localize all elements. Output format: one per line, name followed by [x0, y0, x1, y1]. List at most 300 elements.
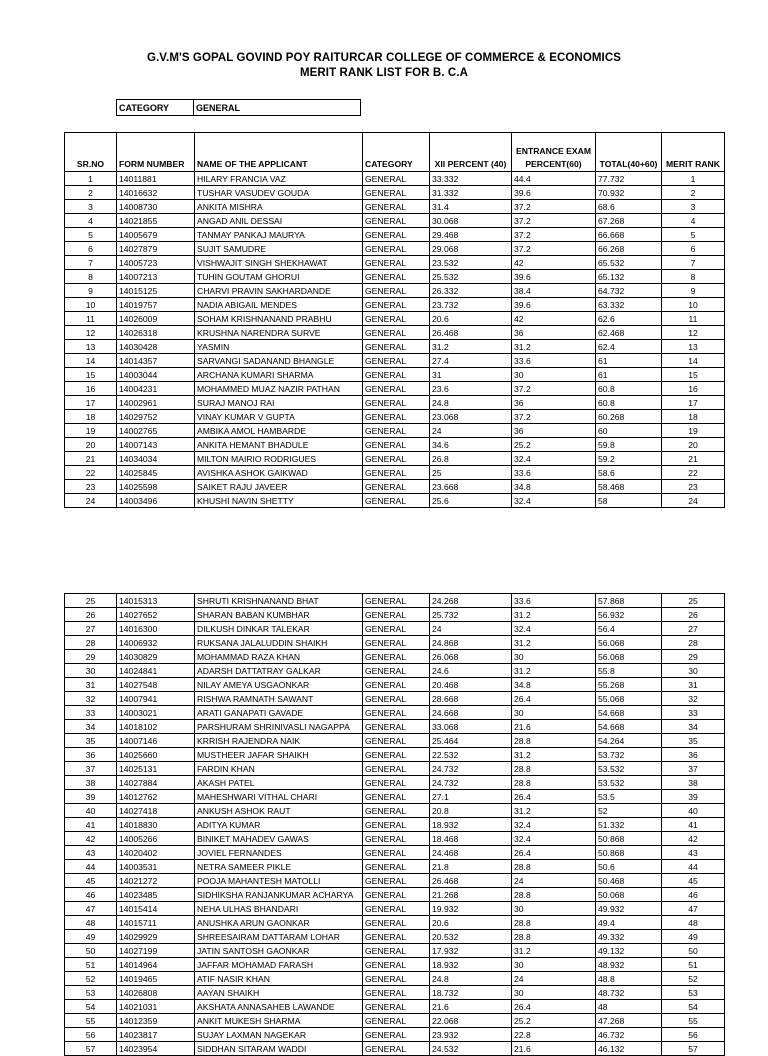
cell-category: GENERAL [363, 1028, 430, 1042]
cell-xii-percent: 24.268 [430, 594, 512, 608]
cell-merit-rank: 19 [662, 424, 725, 438]
cell-form-number: 14016632 [117, 186, 195, 200]
cell-merit-rank: 44 [662, 860, 725, 874]
cell-entrance-percent: 32.4 [512, 818, 596, 832]
cell-entrance-percent: 24 [512, 972, 596, 986]
cell-applicant-name: AMBIKA AMOL HAMBARDE [195, 424, 363, 438]
cell-entrance-percent: 25.2 [512, 1014, 596, 1028]
cell-merit-rank: 33 [662, 706, 725, 720]
cell-merit-rank: 24 [662, 494, 725, 508]
cell-applicant-name: SAIKET RAJU JAVEER [195, 480, 363, 494]
cell-merit-rank: 40 [662, 804, 725, 818]
cell-entrance-percent: 21.6 [512, 1042, 596, 1056]
col-header-xii-percent: XII PERCENT (40) [430, 133, 512, 172]
cell-xii-percent: 26.068 [430, 650, 512, 664]
table-row [65, 1042, 725, 1056]
cell-form-number: 14030829 [117, 650, 195, 664]
cell-form-number: 14025131 [117, 762, 195, 776]
cell-category: GENERAL [363, 622, 430, 636]
cell-entrance-percent: 37.2 [512, 228, 596, 242]
table-row [65, 650, 725, 664]
table-row [65, 720, 725, 734]
cell-merit-rank: 37 [662, 762, 725, 776]
col-header-form-number: FORM NUMBER [117, 133, 195, 172]
cell-entrance-percent: 42 [512, 256, 596, 270]
cell-applicant-name: MUSTHEER JAFAR SHAIKH [195, 748, 363, 762]
table-row [65, 944, 725, 958]
table-row [65, 972, 725, 986]
cell-sr-no: 41 [65, 818, 117, 832]
cell-applicant-name: KHUSHI NAVIN SHETTY [195, 494, 363, 508]
cell-sr-no: 25 [65, 594, 117, 608]
cell-entrance-percent: 38.4 [512, 284, 596, 298]
cell-category: GENERAL [363, 284, 430, 298]
cell-form-number: 14021272 [117, 874, 195, 888]
cell-applicant-name: NILAY AMEYA USGAONKAR [195, 678, 363, 692]
cell-applicant-name: RISHWA RAMNATH SAWANT [195, 692, 363, 706]
cell-xii-percent: 21.268 [430, 888, 512, 902]
cell-entrance-percent: 30 [512, 902, 596, 916]
cell-sr-no: 11 [65, 312, 117, 326]
cell-applicant-name: ANKITA MISHRA [195, 200, 363, 214]
cell-form-number: 14020402 [117, 846, 195, 860]
cell-sr-no: 14 [65, 354, 117, 368]
cell-entrance-percent: 30 [512, 986, 596, 1000]
cell-entrance-percent: 31.2 [512, 340, 596, 354]
cell-xii-percent: 20.6 [430, 312, 512, 326]
cell-total: 50.068 [596, 888, 662, 902]
cell-xii-percent: 30.068 [430, 214, 512, 228]
col-header-merit-rank: MERIT RANK [662, 133, 725, 172]
cell-form-number: 14003021 [117, 706, 195, 720]
cell-merit-rank: 3 [662, 200, 725, 214]
cell-form-number: 14019465 [117, 972, 195, 986]
cell-xii-percent: 18.468 [430, 832, 512, 846]
category-value: GENERAL [196, 103, 241, 113]
table-row [65, 242, 725, 256]
cell-merit-rank: 46 [662, 888, 725, 902]
cell-category: GENERAL [363, 608, 430, 622]
cell-entrance-percent: 24 [512, 874, 596, 888]
header-row [65, 133, 725, 172]
cell-total: 49.932 [596, 902, 662, 916]
cell-total: 47.268 [596, 1014, 662, 1028]
cell-xii-percent: 24.668 [430, 706, 512, 720]
cell-category: GENERAL [363, 494, 430, 508]
cell-merit-rank: 55 [662, 1014, 725, 1028]
col-header-category: CATEGORY [363, 133, 430, 172]
cell-merit-rank: 6 [662, 242, 725, 256]
cell-applicant-name: ANGAD ANIL DESSAI [195, 214, 363, 228]
cell-category: GENERAL [363, 776, 430, 790]
cell-merit-rank: 10 [662, 298, 725, 312]
cell-category: GENERAL [363, 734, 430, 748]
cell-sr-no: 43 [65, 846, 117, 860]
cell-applicant-name: SUJAY LAXMAN NAGEKAR [195, 1028, 363, 1042]
cell-form-number: 14003496 [117, 494, 195, 508]
cell-entrance-percent: 31.2 [512, 944, 596, 958]
cell-total: 55.8 [596, 664, 662, 678]
merit-table-page2 [64, 593, 725, 1056]
cell-applicant-name: ARATI GANAPATI GAVADE [195, 706, 363, 720]
cell-form-number: 14014357 [117, 354, 195, 368]
cell-applicant-name: AKSHATA ANNASAHEB LAWANDE [195, 1000, 363, 1014]
cell-category: GENERAL [363, 270, 430, 284]
list-title: MERIT RANK LIST FOR B. C.A [299, 67, 469, 79]
cell-category: GENERAL [363, 452, 430, 466]
cell-applicant-name: SARVANGI SADANAND BHANGLE [195, 354, 363, 368]
cell-total: 53.532 [596, 762, 662, 776]
cell-total: 46.132 [596, 1042, 662, 1056]
cell-xii-percent: 21.8 [430, 860, 512, 874]
cell-xii-percent: 26.468 [430, 874, 512, 888]
cell-total: 65.532 [596, 256, 662, 270]
merit-table-page1 [64, 132, 725, 508]
cell-entrance-percent: 33.6 [512, 594, 596, 608]
cell-applicant-name: TANMAY PANKAJ MAURYA [195, 228, 363, 242]
cell-category: GENERAL [363, 382, 430, 396]
cell-category: GENERAL [363, 720, 430, 734]
cell-applicant-name: AVISHKA ASHOK GAIKWAD [195, 466, 363, 480]
cell-xii-percent: 24.8 [430, 396, 512, 410]
cell-sr-no: 12 [65, 326, 117, 340]
cell-total: 66.668 [596, 228, 662, 242]
table-row [65, 256, 725, 270]
cell-total: 59.2 [596, 452, 662, 466]
cell-form-number: 14003044 [117, 368, 195, 382]
cell-sr-no: 2 [65, 186, 117, 200]
cell-xii-percent: 23.668 [430, 480, 512, 494]
cell-applicant-name: POOJA MAHANTESH MATOLLI [195, 874, 363, 888]
cell-entrance-percent: 33.6 [512, 354, 596, 368]
cell-entrance-percent: 39.6 [512, 270, 596, 284]
cell-sr-no: 23 [65, 480, 117, 494]
cell-merit-rank: 31 [662, 678, 725, 692]
cell-sr-no: 55 [65, 1014, 117, 1028]
cell-sr-no: 35 [65, 734, 117, 748]
cell-form-number: 14005679 [117, 228, 195, 242]
cell-category: GENERAL [363, 818, 430, 832]
cell-merit-rank: 8 [662, 270, 725, 284]
cell-entrance-percent: 44.4 [512, 172, 596, 186]
cell-entrance-percent: 32.4 [512, 622, 596, 636]
cell-sr-no: 4 [65, 214, 117, 228]
cell-category: GENERAL [363, 930, 430, 944]
table-row [65, 846, 725, 860]
cell-category: GENERAL [363, 1000, 430, 1014]
cell-sr-no: 1 [65, 172, 117, 186]
table-row [65, 860, 725, 874]
cell-applicant-name: KRRISH RAJENDRA NAIK [195, 734, 363, 748]
cell-category: GENERAL [363, 832, 430, 846]
cell-entrance-percent: 36 [512, 396, 596, 410]
table-row [65, 734, 725, 748]
cell-sr-no: 26 [65, 608, 117, 622]
cell-category: GENERAL [363, 242, 430, 256]
cell-xii-percent: 31.332 [430, 186, 512, 200]
cell-form-number: 14002765 [117, 424, 195, 438]
cell-sr-no: 37 [65, 762, 117, 776]
cell-merit-rank: 32 [662, 692, 725, 706]
cell-sr-no: 51 [65, 958, 117, 972]
cell-xii-percent: 23.6 [430, 382, 512, 396]
table-row [65, 1014, 725, 1028]
cell-merit-rank: 11 [662, 312, 725, 326]
cell-xii-percent: 23.732 [430, 298, 512, 312]
cell-category: GENERAL [363, 396, 430, 410]
cell-merit-rank: 21 [662, 452, 725, 466]
cell-sr-no: 57 [65, 1042, 117, 1056]
cell-sr-no: 53 [65, 986, 117, 1000]
cell-entrance-percent: 22.8 [512, 1028, 596, 1042]
cell-xii-percent: 20.468 [430, 678, 512, 692]
cell-category: GENERAL [363, 354, 430, 368]
table-row [65, 340, 725, 354]
cell-category: GENERAL [363, 480, 430, 494]
table-row [65, 636, 725, 650]
cell-applicant-name: JATIN SANTOSH GAONKAR [195, 944, 363, 958]
cell-total: 50.468 [596, 874, 662, 888]
cell-entrance-percent: 33.6 [512, 466, 596, 480]
cell-merit-rank: 49 [662, 930, 725, 944]
cell-form-number: 14016300 [117, 622, 195, 636]
cell-xii-percent: 22.068 [430, 1014, 512, 1028]
cell-form-number: 14029752 [117, 410, 195, 424]
cell-merit-rank: 23 [662, 480, 725, 494]
cell-xii-percent: 29.468 [430, 228, 512, 242]
cell-merit-rank: 2 [662, 186, 725, 200]
cell-merit-rank: 52 [662, 972, 725, 986]
cell-applicant-name: TUSHAR VASUDEV GOUDA [195, 186, 363, 200]
cell-sr-no: 48 [65, 916, 117, 930]
cell-merit-rank: 20 [662, 438, 725, 452]
cell-category: GENERAL [363, 424, 430, 438]
cell-merit-rank: 22 [662, 466, 725, 480]
cell-xii-percent: 24.468 [430, 846, 512, 860]
cell-sr-no: 17 [65, 396, 117, 410]
cell-entrance-percent: 28.8 [512, 860, 596, 874]
cell-xii-percent: 25 [430, 466, 512, 480]
cell-merit-rank: 28 [662, 636, 725, 650]
cell-form-number: 14027652 [117, 608, 195, 622]
cell-sr-no: 52 [65, 972, 117, 986]
cell-xii-percent: 23.932 [430, 1028, 512, 1042]
cell-applicant-name: KRUSHNA NARENDRA SURVE [195, 326, 363, 340]
table-row [65, 664, 725, 678]
table-row [65, 438, 725, 452]
cell-total: 63.332 [596, 298, 662, 312]
cell-applicant-name: MOHAMMED MUAZ NAZIR PATHAN [195, 382, 363, 396]
cell-applicant-name: SHARAN BABAN KUMBHAR [195, 608, 363, 622]
cell-form-number: 14030428 [117, 340, 195, 354]
cell-merit-rank: 4 [662, 214, 725, 228]
cell-sr-no: 5 [65, 228, 117, 242]
cell-merit-rank: 29 [662, 650, 725, 664]
cell-merit-rank: 50 [662, 944, 725, 958]
table-row [65, 200, 725, 214]
table-row [65, 410, 725, 424]
cell-merit-rank: 18 [662, 410, 725, 424]
cell-applicant-name: SHRUTI KRISHNANAND BHAT [195, 594, 363, 608]
cell-xii-percent: 31 [430, 368, 512, 382]
cell-form-number: 14025598 [117, 480, 195, 494]
cell-category: GENERAL [363, 410, 430, 424]
cell-entrance-percent: 28.8 [512, 888, 596, 902]
cell-category: GENERAL [363, 214, 430, 228]
cell-sr-no: 27 [65, 622, 117, 636]
cell-applicant-name: BINIKET MAHADEV GAWAS [195, 832, 363, 846]
category-box [116, 99, 361, 116]
cell-merit-rank: 41 [662, 818, 725, 832]
cell-category: GENERAL [363, 986, 430, 1000]
cell-category: GENERAL [363, 902, 430, 916]
cell-category: GENERAL [363, 228, 430, 242]
table-row [65, 228, 725, 242]
cell-form-number: 14015414 [117, 902, 195, 916]
cell-applicant-name: SHREESAIRAM DATTARAM LOHAR [195, 930, 363, 944]
cell-form-number: 14025845 [117, 466, 195, 480]
cell-sr-no: 22 [65, 466, 117, 480]
cell-category: GENERAL [363, 438, 430, 452]
cell-total: 51.332 [596, 818, 662, 832]
cell-xii-percent: 26.8 [430, 452, 512, 466]
cell-merit-rank: 26 [662, 608, 725, 622]
cell-applicant-name: NETRA SAMEER PIKLE [195, 860, 363, 874]
cell-merit-rank: 17 [662, 396, 725, 410]
table-row [65, 368, 725, 382]
cell-sr-no: 49 [65, 930, 117, 944]
cell-sr-no: 38 [65, 776, 117, 790]
cell-category: GENERAL [363, 664, 430, 678]
cell-total: 53.5 [596, 790, 662, 804]
cell-sr-no: 10 [65, 298, 117, 312]
cell-entrance-percent: 37.2 [512, 410, 596, 424]
cell-total: 67.268 [596, 214, 662, 228]
table-row [65, 1000, 725, 1014]
cell-sr-no: 31 [65, 678, 117, 692]
cell-category: GENERAL [363, 846, 430, 860]
cell-merit-rank: 14 [662, 354, 725, 368]
cell-total: 53.732 [596, 748, 662, 762]
cell-merit-rank: 57 [662, 1042, 725, 1056]
table-row [65, 354, 725, 368]
cell-applicant-name: VISHWAJIT SINGH SHEKHAWAT [195, 256, 363, 270]
table-row [65, 678, 725, 692]
cell-entrance-percent: 26.4 [512, 846, 596, 860]
cell-entrance-percent: 39.6 [512, 186, 596, 200]
cell-form-number: 14025660 [117, 748, 195, 762]
cell-entrance-percent: 26.4 [512, 1000, 596, 1014]
cell-merit-rank: 56 [662, 1028, 725, 1042]
cell-category: GENERAL [363, 860, 430, 874]
table-row [65, 902, 725, 916]
cell-sr-no: 28 [65, 636, 117, 650]
table-row [65, 186, 725, 200]
cell-applicant-name: MAHESHWARI VITHAL CHARI [195, 790, 363, 804]
cell-entrance-percent: 34.8 [512, 678, 596, 692]
cell-total: 55.068 [596, 692, 662, 706]
cell-category: GENERAL [363, 326, 430, 340]
cell-xii-percent: 24.8 [430, 972, 512, 986]
cell-form-number: 14021031 [117, 1000, 195, 1014]
cell-applicant-name: CHARVI PRAVIN SAKHARDANDE [195, 284, 363, 298]
cell-xii-percent: 33.068 [430, 720, 512, 734]
cell-form-number: 14007146 [117, 734, 195, 748]
cell-total: 61 [596, 354, 662, 368]
cell-total: 64.732 [596, 284, 662, 298]
cell-form-number: 14034034 [117, 452, 195, 466]
cell-merit-rank: 12 [662, 326, 725, 340]
table-row [65, 270, 725, 284]
cell-sr-no: 19 [65, 424, 117, 438]
table-row [65, 916, 725, 930]
table-row [65, 706, 725, 720]
cell-entrance-percent: 31.2 [512, 748, 596, 762]
cell-merit-rank: 51 [662, 958, 725, 972]
cell-form-number: 14005723 [117, 256, 195, 270]
cell-merit-rank: 13 [662, 340, 725, 354]
cell-category: GENERAL [363, 888, 430, 902]
cell-total: 54.668 [596, 706, 662, 720]
cell-entrance-percent: 30 [512, 650, 596, 664]
table-row [65, 986, 725, 1000]
cell-total: 60.8 [596, 396, 662, 410]
cell-total: 77.732 [596, 172, 662, 186]
cell-total: 48.8 [596, 972, 662, 986]
cell-sr-no: 47 [65, 902, 117, 916]
cell-total: 70.932 [596, 186, 662, 200]
cell-merit-rank: 48 [662, 916, 725, 930]
col-header-name: NAME OF THE APPLICANT [195, 133, 363, 172]
table-row [65, 608, 725, 622]
cell-form-number: 14012762 [117, 790, 195, 804]
cell-applicant-name: TUHIN GOUTAM GHORUI [195, 270, 363, 284]
cell-xii-percent: 34.6 [430, 438, 512, 452]
cell-form-number: 14014964 [117, 958, 195, 972]
cell-entrance-percent: 21.6 [512, 720, 596, 734]
table-row [65, 284, 725, 298]
cell-entrance-percent: 30 [512, 368, 596, 382]
cell-sr-no: 16 [65, 382, 117, 396]
cell-applicant-name: AAYAN SHAIKH [195, 986, 363, 1000]
cell-category: GENERAL [363, 1014, 430, 1028]
col-header-entrance-percent: ENTRANCE EXAM PERCENT(60) [512, 133, 596, 172]
cell-xii-percent: 31.4 [430, 200, 512, 214]
cell-category: GENERAL [363, 368, 430, 382]
table-row [65, 762, 725, 776]
table-row [65, 480, 725, 494]
cell-xii-percent: 24.868 [430, 636, 512, 650]
cell-merit-rank: 30 [662, 664, 725, 678]
cell-sr-no: 54 [65, 1000, 117, 1014]
table-row [65, 622, 725, 636]
cell-merit-rank: 15 [662, 368, 725, 382]
cell-total: 48 [596, 1000, 662, 1014]
cell-applicant-name: MOHAMMAD RAZA KHAN [195, 650, 363, 664]
cell-merit-rank: 36 [662, 748, 725, 762]
cell-applicant-name: ANUSHKA ARUN GAONKAR [195, 916, 363, 930]
table-row [65, 396, 725, 410]
cell-merit-rank: 5 [662, 228, 725, 242]
cell-entrance-percent: 31.2 [512, 608, 596, 622]
category-label: CATEGORY [117, 100, 194, 115]
cell-xii-percent: 23.532 [430, 256, 512, 270]
cell-applicant-name: ATIF NASIR KHAN [195, 972, 363, 986]
cell-sr-no: 42 [65, 832, 117, 846]
cell-applicant-name: HILARY FRANCIA VAZ [195, 172, 363, 186]
cell-applicant-name: ADITYA KUMAR [195, 818, 363, 832]
cell-entrance-percent: 39.6 [512, 298, 596, 312]
